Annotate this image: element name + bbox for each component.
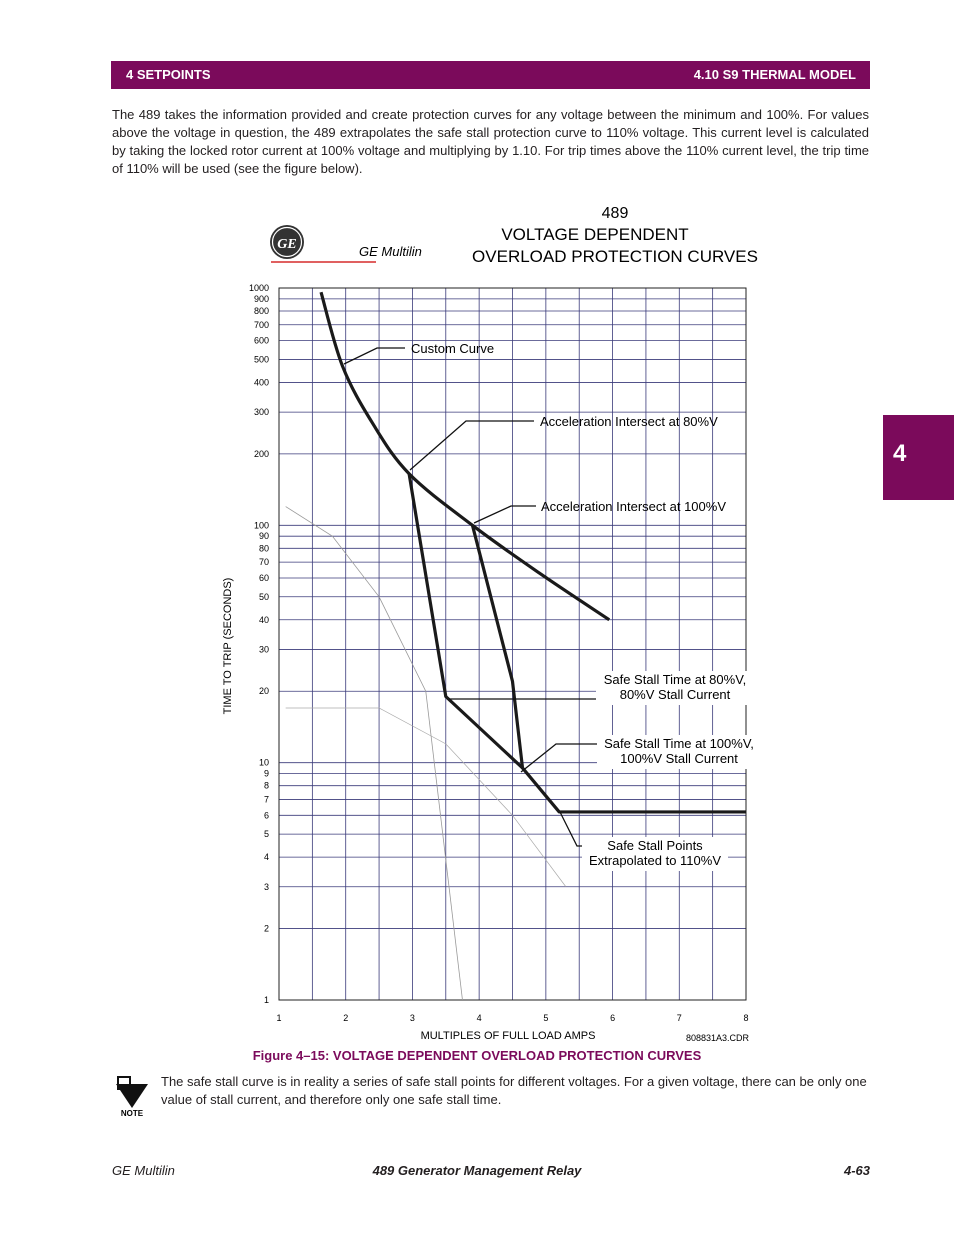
- y-axis-title: TIME TO TRIP (SECONDS): [222, 577, 234, 715]
- note-icon-pointer: [116, 1084, 148, 1108]
- y-tick-label: 3: [263, 881, 269, 892]
- note-icon-label: NOTE: [120, 1109, 144, 1118]
- label-stall-80-line2: 80%V Stall Current: [619, 687, 731, 702]
- ge-logo: [270, 225, 304, 259]
- y-tick-label: 300: [253, 407, 269, 418]
- x-tick-label: 1: [276, 1013, 282, 1023]
- y-tick-label: 40: [258, 614, 269, 625]
- note-text: The safe stall curve is in reality a series of safe stall points for different voltages. For a given voltage, there can be only one value of stall current, and therefore only one safe stall time.: [161, 1074, 867, 1107]
- y-tick-label: 90: [258, 531, 269, 542]
- x-tick-label: 7: [676, 1013, 682, 1023]
- section-label: 4.10 S9 THERMAL MODEL: [693, 67, 856, 82]
- x-tick-label: 4: [476, 1013, 482, 1023]
- y-tick-label: 70: [258, 557, 269, 568]
- figure-title-line-2: VOLTAGE DEPENDENT: [501, 225, 689, 244]
- y-tick-label: 100: [253, 520, 269, 531]
- y-tick-label: 10: [258, 757, 269, 768]
- y-tick-label: 1: [263, 995, 269, 1005]
- leader-accel-80: [410, 421, 534, 470]
- label-stall-110-line1: Safe Stall Points: [607, 838, 703, 853]
- series-voltage-80: [409, 474, 522, 768]
- x-axis-title: MULTIPLES OF FULL LOAD AMPS: [420, 1030, 596, 1042]
- x-tick-label: 5: [543, 1013, 549, 1023]
- brand-name: GE Multilin: [359, 244, 422, 259]
- label-accel-100: Acceleration Intersect at 100%V: [541, 499, 726, 514]
- label-stall-80-line1: Safe Stall Time at 80%V,: [603, 672, 747, 687]
- y-tick-label: 900: [253, 293, 269, 304]
- y-tick-label: 200: [253, 448, 269, 459]
- y-tick-label: 500: [253, 354, 269, 365]
- leader-stall-100: [521, 744, 598, 772]
- y-tick-label: 5: [263, 829, 269, 840]
- y-tick-label: 8: [263, 780, 269, 791]
- label-stall-110-line2: Extrapolated to 110%V: [588, 853, 722, 868]
- chart-series: [286, 292, 746, 1000]
- figure-title-line-3: OVERLOAD PROTECTION CURVES: [472, 247, 758, 266]
- y-tick-label: 800: [253, 305, 269, 316]
- leader-accel-100: [474, 506, 536, 523]
- y-tick-label: 700: [253, 319, 269, 330]
- chart-ticks: [249, 283, 749, 1023]
- label-stall-100-line1: Safe Stall Time at 100%V,: [604, 736, 754, 751]
- x-tick-label: 2: [343, 1013, 349, 1023]
- y-tick-label: 2: [263, 923, 269, 934]
- label-custom-curve: Custom Curve: [411, 341, 495, 356]
- series-thin-reference-2: [286, 708, 566, 887]
- intro-paragraph: The 489 takes the information provided and create protection curves for any voltage between the minimum and 100%. For values above the voltage in question, the 489 extrapolates the safe stall protection curve to 110% voltage. This current level is calculated by taking the locked rotor current at 100% voltage and multiplying by 1.10. For trip times above the 110% current level, the trip time of 110% will be used (see the figure below).: [112, 107, 869, 176]
- y-tick-label: 30: [258, 644, 269, 655]
- chapter-tab-number: 4: [893, 440, 907, 467]
- x-tick-label: 6: [610, 1013, 616, 1023]
- figure-caption: Figure 4–15: VOLTAGE DEPENDENT OVERLOAD PROTECTION CURVES: [252, 1048, 702, 1063]
- y-tick-label: 7: [263, 794, 269, 805]
- y-tick-label: 4: [263, 852, 269, 863]
- figure-title-line-1: 489: [601, 205, 629, 222]
- footer-brand: GE Multilin: [112, 1163, 175, 1178]
- y-tick-label: 60: [258, 572, 269, 583]
- note-icon: [114, 1076, 150, 1120]
- footer-page-number: 4-63: [843, 1163, 870, 1178]
- y-tick-label: 9: [263, 768, 269, 779]
- label-stall-100-line2: 100%V Stall Current: [620, 751, 738, 766]
- leader-custom-curve: [344, 348, 405, 364]
- ge-logo-text: GE: [277, 237, 297, 252]
- y-tick-label: 50: [258, 591, 269, 602]
- y-tick-label: 20: [258, 686, 269, 697]
- chapter-label: 4 SETPOINTS: [126, 67, 211, 82]
- y-tick-label: 80: [258, 543, 269, 554]
- chart-grid: [279, 288, 746, 1000]
- x-tick-label: 3: [409, 1013, 415, 1023]
- y-tick-label: 600: [253, 335, 269, 346]
- y-tick-label: 1000: [248, 283, 269, 293]
- footer-title: 489 Generator Management Relay: [372, 1163, 582, 1178]
- y-tick-label: 400: [253, 377, 269, 388]
- y-tick-label: 6: [263, 810, 269, 821]
- drawing-id: 808831A3.CDR: [685, 1033, 749, 1043]
- x-tick-label: 8: [743, 1013, 749, 1023]
- label-accel-80: Acceleration Intersect at 80%V: [540, 414, 718, 429]
